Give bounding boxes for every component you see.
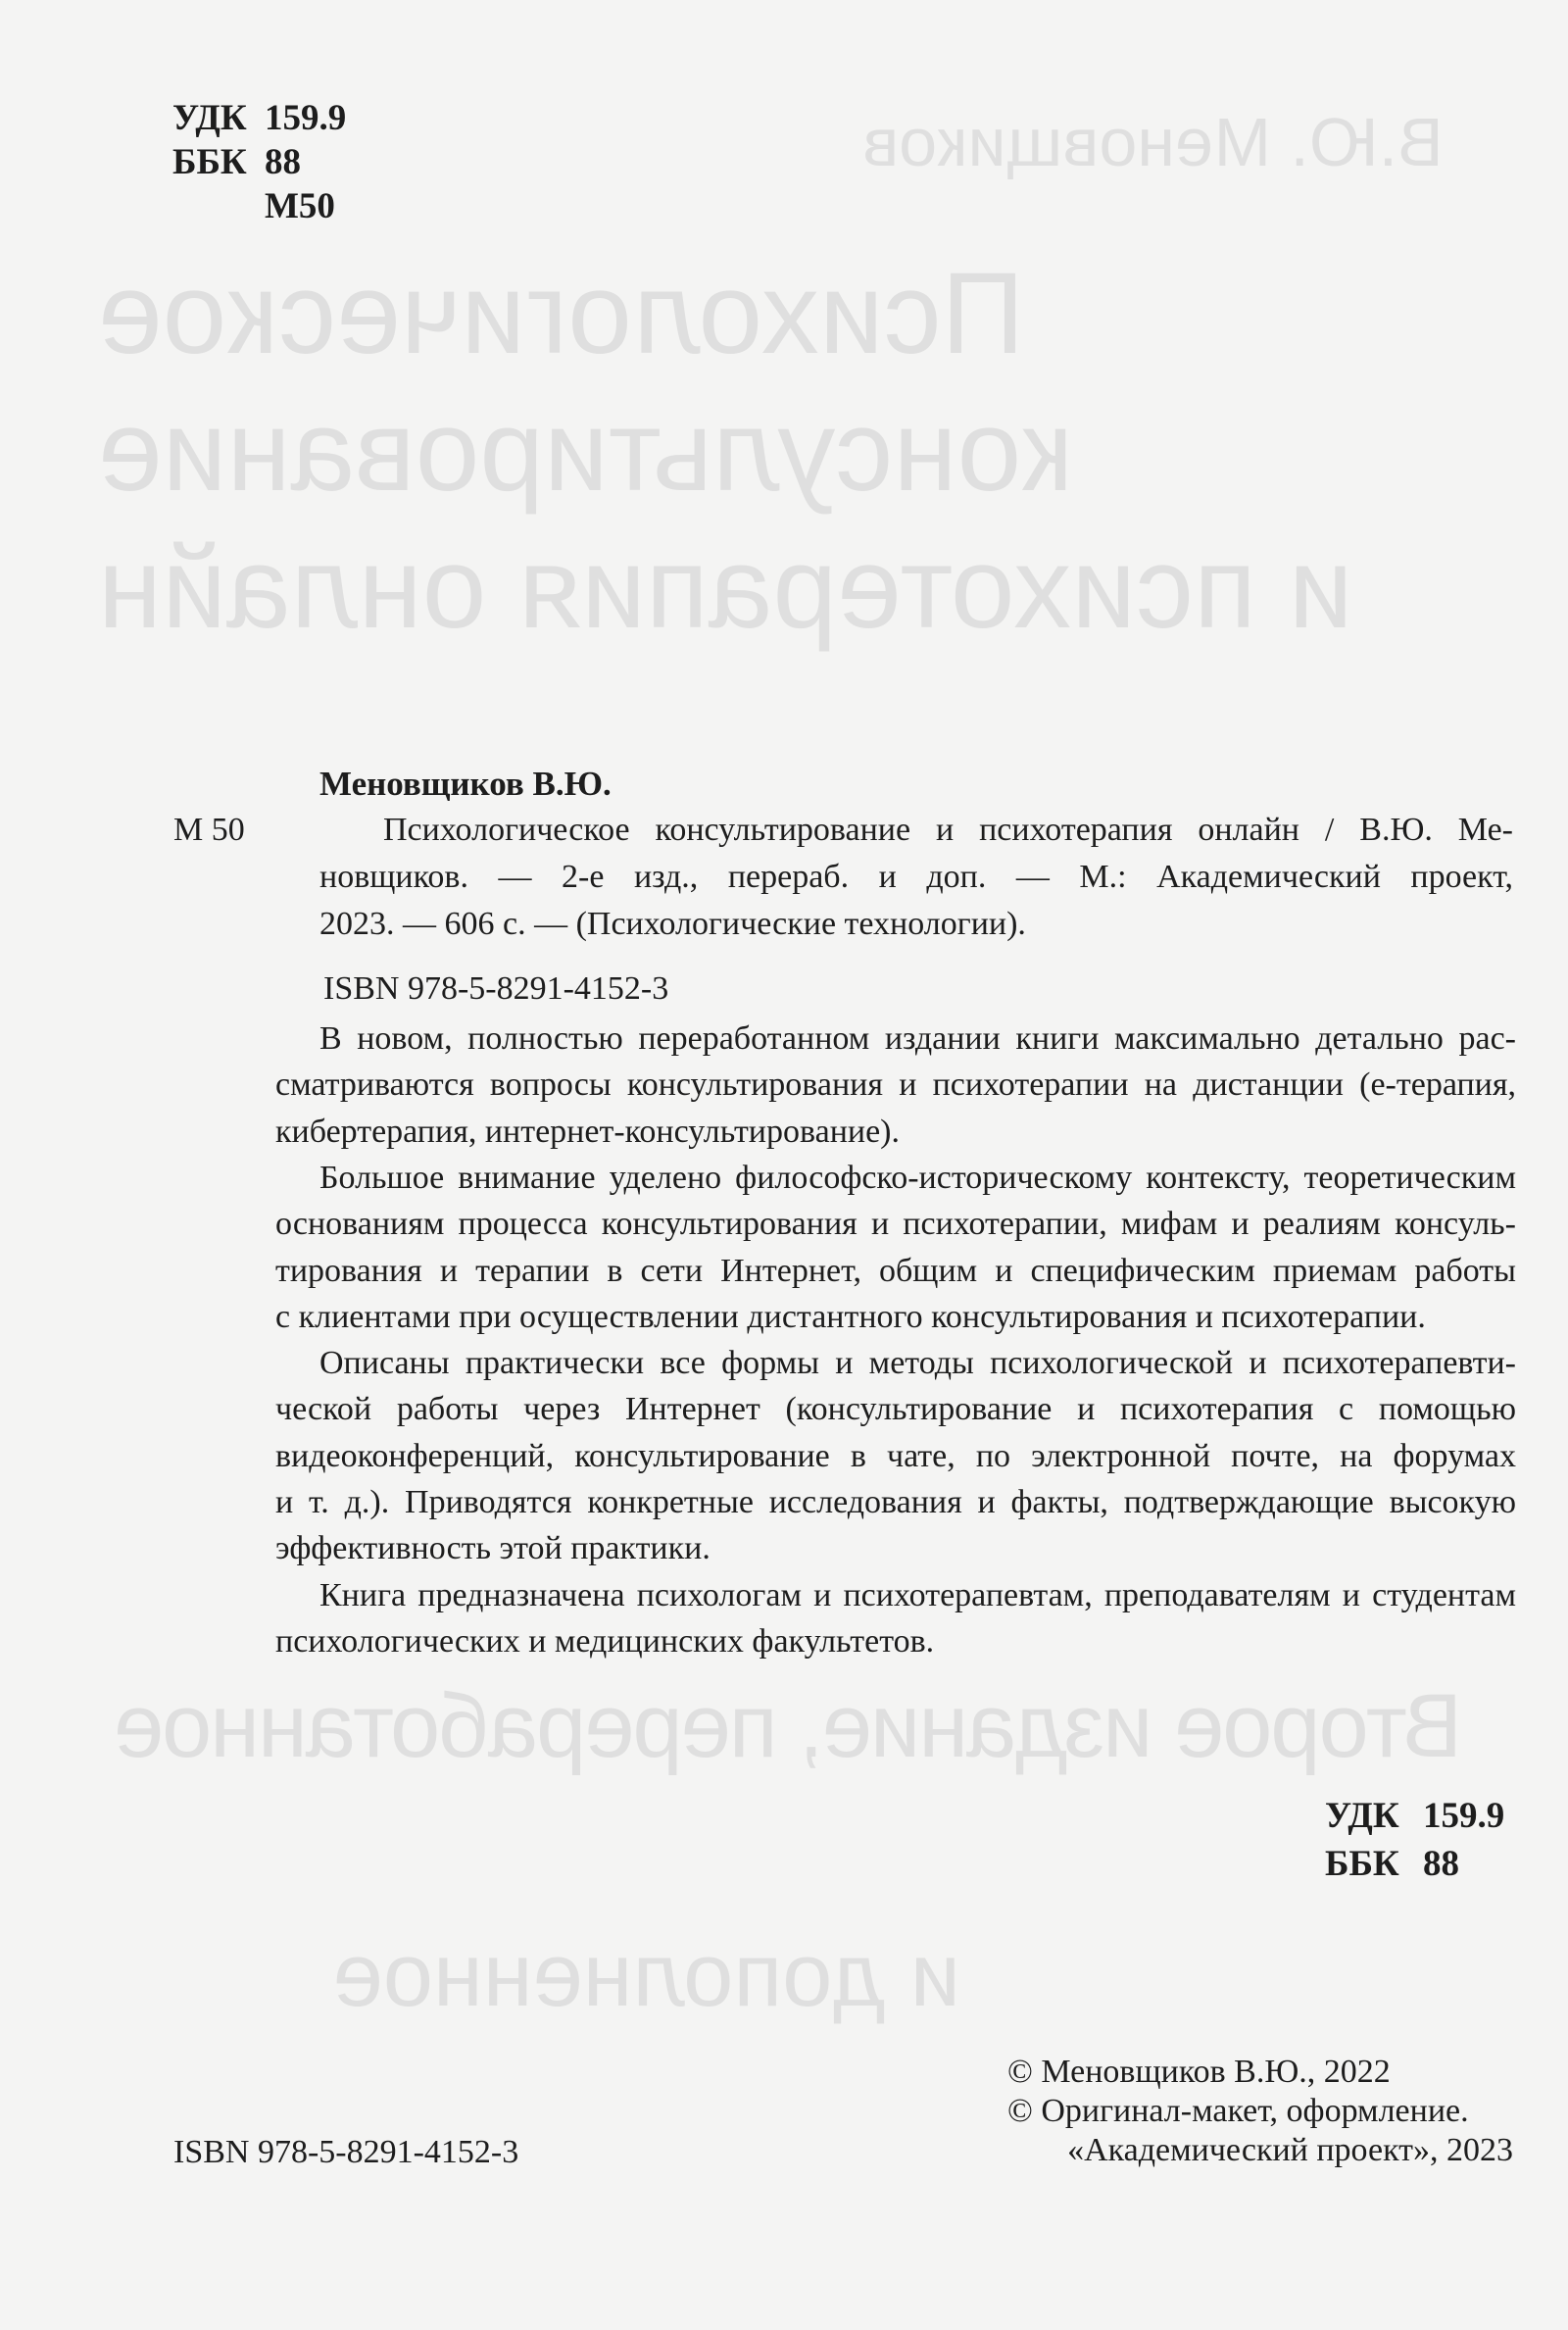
abstract-line: тирования и терапии в сети Интернет, общим и специфическим приемам работы [275,1252,1516,1289]
show-through-line: и психотерапия онлайн [98,523,1353,653]
abstract-line: психологических и медицинских факультетов. [275,1622,935,1660]
udk-value: 159.9 [1423,1796,1505,1836]
bbk-label: ББК [1325,1844,1399,1884]
record-line: Психологическое консультирование и психотерапия онлайн / В.Ю. Ме- [383,812,1513,848]
bottom-classification-codes [1325,1792,1504,1888]
abstract-line: основаниям процесса консультирования и психотерапии, мифам и реалиям консуль- [275,1206,1516,1243]
show-through-author: В.Ю. Меновщиков [862,104,1444,180]
abstract-line: кибертерапия, интернет-консультирование). [275,1113,901,1150]
author-mark: М50 [265,186,335,226]
abstract-line: ческой работы через Интернет (консультирование и психотерапия с помощью [275,1391,1516,1428]
udk-label: УДК [172,98,247,138]
copyright-line: © Оригинал-макет, оформление. [1007,2093,1469,2129]
abstract-line: эффективность этой практики. [275,1530,710,1567]
udk-label: УДК [1325,1796,1399,1836]
abstract-line: сматриваются вопросы консультирования и психотерапии на дистанции (е-терапия, [275,1066,1516,1104]
bbk-value: 88 [265,142,301,182]
abstract-line: Описаны практически все формы и методы психологической и психотерапевти- [319,1345,1516,1382]
abstract-line: и т. д.). Приводятся конкретные исследования и факты, подтверждающие высокую [275,1484,1516,1520]
bbk-value: 88 [1423,1844,1459,1884]
author-heading: Меновщиков В.Ю. [319,765,612,803]
copyright-line: «Академический проект», 2023 [1067,2132,1513,2168]
record-isbn: ISBN 978-5-8291-4152-3 [323,970,669,1007]
copyright-block [1007,2053,1513,2170]
show-through-line: консультирование [98,386,1074,516]
show-through-line: Психологическое [98,249,1025,378]
abstract-line: Книга предназначена психологам и психотерапевтам, преподавателям и студентам [319,1576,1516,1613]
abstract-line: Большое внимание уделено философско-историческому контексту, теоретическим [319,1159,1516,1196]
udk-value: 159.9 [265,98,347,138]
isbn-bottom: ISBN 978-5-8291-4152-3 [173,2134,519,2170]
abstract-line: с клиентами при осуществлении дистантного консультирования и психотерапии. [275,1298,1426,1335]
bbk-label: ББК [172,142,247,182]
show-through-line: и дополненное [332,1925,960,2025]
record-line: 2023. — 606 с. — (Психологические технологии). [319,906,1026,942]
record-mark: М 50 [173,812,245,848]
top-classification-codes [172,96,346,228]
abstract-line: В новом, полностью переработанном издании книги максимально детально рас- [319,1020,1516,1057]
abstract-line: видеоконференций, консультирование в чате, по электронной почте, на форумах [275,1437,1516,1474]
copyright-line: © Меновщиков В.Ю., 2022 [1007,2054,1391,2090]
record-line: новщиков. — 2-е изд., перераб. и доп. — М.: Академический проект, [319,859,1513,895]
show-through-line: Второе издание, переработанное [115,1676,1463,1776]
